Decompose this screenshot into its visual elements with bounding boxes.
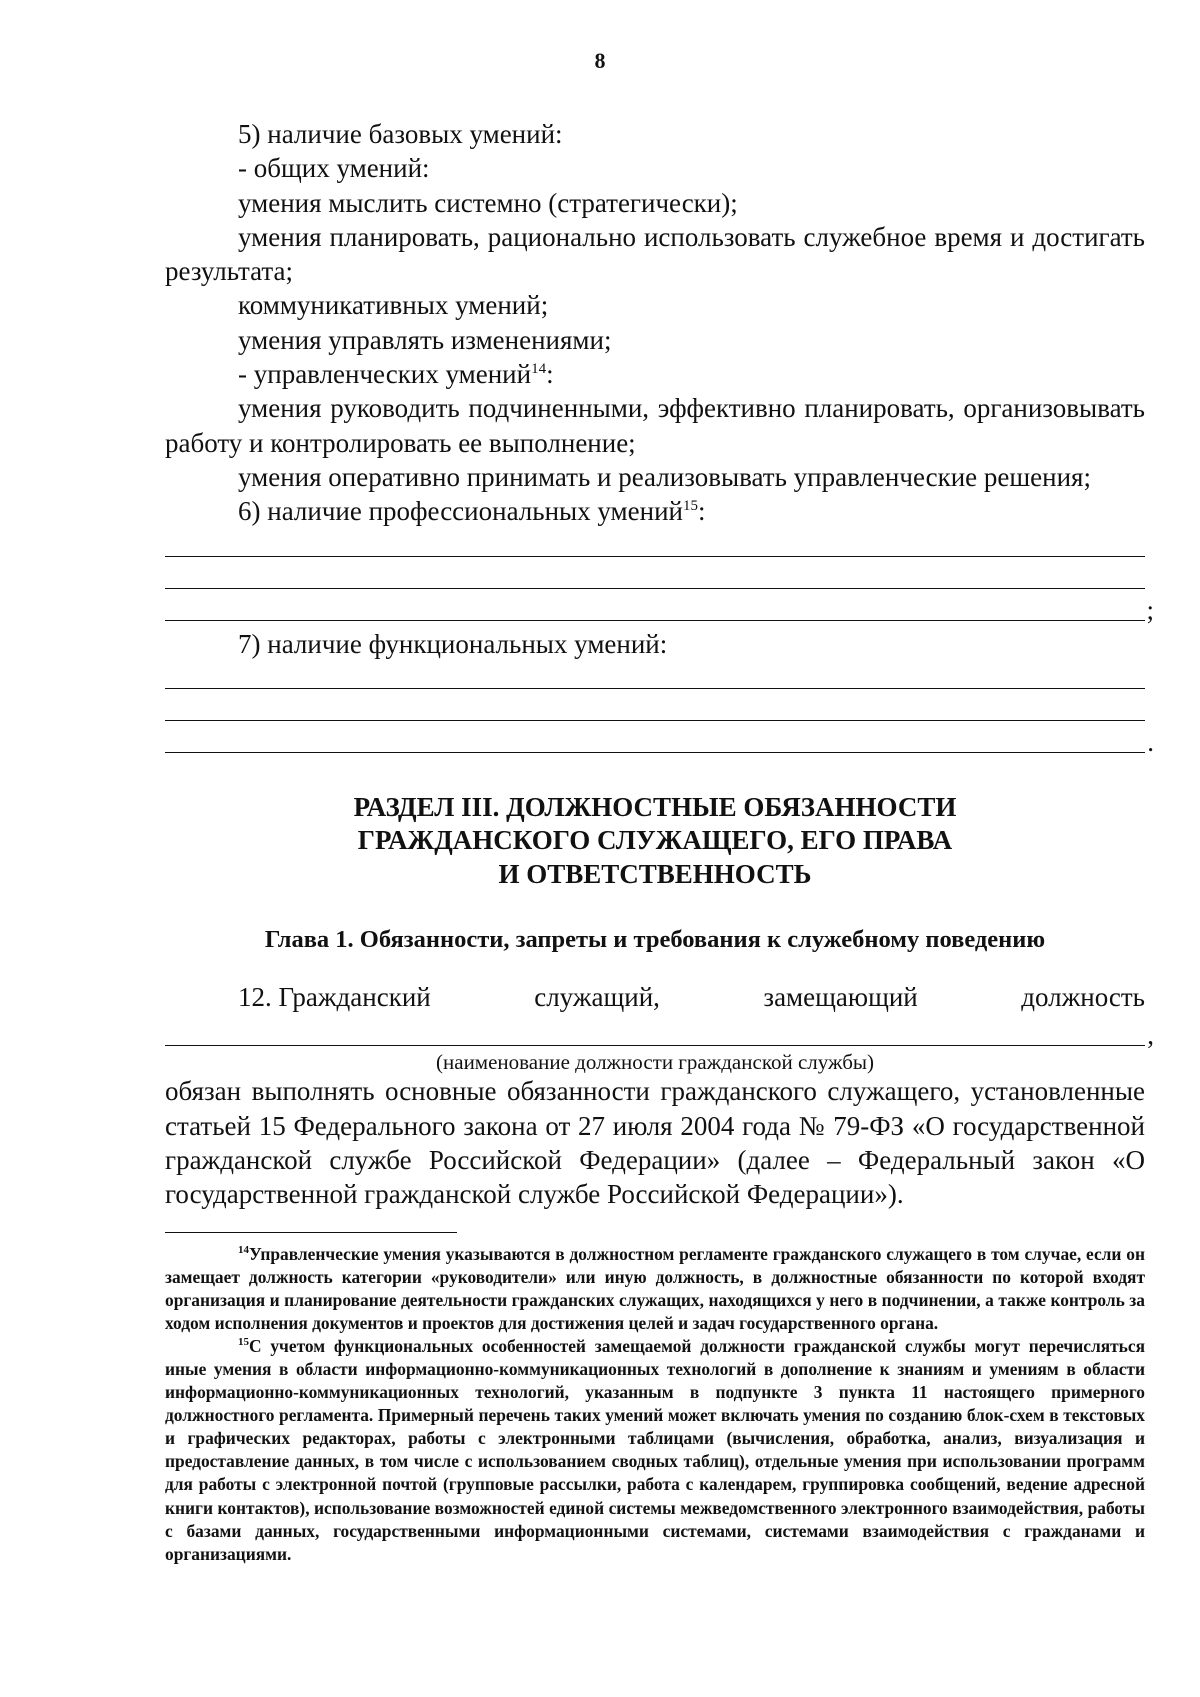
footnote-15: $^{15}$С учетом функциональных особенностей замещаемой должности гражданской службы могут перечисляться иные умения в области информационно-коммуникационных технологий в дополнение к знаниям и умениям в области информационно-коммуникационных технологий, указанным в подпункте 3 пункта 11 настоящего примерного должностного регламента. Примерный перечень таких умений может включать умения по созданию блок-схем в текстовых и графических редакторах, работы с электронными таблицами (вычисления, обработка, анализ, визуализация и предоставление данных, в том числе с использованием сводных таблиц), отдельные умения при использовании программ для работы с электронной почтой (групповые рассылки, работа с календарем, группировка сообщений, ведение адресной книги контактов), использование возможностей единой системы межведомственного электронного взаимодействия, работы с базами данных, государственными информационными системами, системами взаимодействия с гражданами и организациями.	[165, 1335, 1145, 1564]
footnote-ref-14: 14	[531, 361, 547, 378]
skill-leadership: умения руководить подчиненными, эффективно планировать, организовывать работу и контролировать ее выполнение;	[165, 393, 1145, 458]
skill-systemic-thinking: умения мыслить системно (стратегически);	[238, 187, 738, 218]
blank-line	[165, 529, 1145, 561]
position-caption: (наименование должности гражданской службы)	[436, 1050, 874, 1075]
blank-line	[165, 693, 1145, 725]
item7-title: 7) наличие функциональных умений:	[238, 628, 668, 659]
skill-change-management: умения управлять изменениями;	[238, 324, 612, 355]
section-heading-line1: РАЗДЕЛ III. ДОЛЖНОСТНЫЕ ОБЯЗАННОСТИ	[353, 791, 957, 822]
managerial-skills-title: - управленческих умений$^{14}$:	[238, 359, 554, 390]
page-number: 8	[594, 48, 606, 73]
blank-line: ;	[165, 593, 1145, 625]
footnote-ref-15: 15	[682, 498, 698, 515]
item12-body: обязан выполнять основные обязанности гражданского служащего, установленные статьей 15 Федерального закона от 27 июля 2004 года № 79-ФЗ «О государственной гражданской службе Российской Федерации» (далее – Федеральный закон «О государственной гражданской службе Российской Федерации»).	[165, 1076, 1145, 1210]
position-blank-line: ,	[165, 1014, 1145, 1050]
section-heading-line3: И ОТВЕТСТВЕННОСТЬ	[498, 858, 812, 889]
skill-decisions: умения оперативно принимать и реализовывать управленческие решения;	[238, 461, 1091, 492]
item5-title: 5) наличие базовых умений:	[238, 119, 563, 149]
page-content	[165, 117, 1154, 1566]
item12-first-line: 12. Гражданский служащий, замещающий должность	[238, 982, 1145, 1013]
skill-communication: коммуникативных умений;	[238, 290, 549, 321]
item6-title: 6) наличие профессиональных умений$^{15}$:	[238, 496, 706, 527]
general-skills-title: - общих умений:	[238, 153, 430, 184]
blank-line	[165, 661, 1145, 693]
section-heading-line2: ГРАЖДАНСКОГО СЛУЖАЩЕГО, ЕГО ПРАВА	[357, 825, 953, 856]
blank-line	[165, 561, 1145, 593]
skill-time-planning: умения планировать, рационально использовать служебное время и достигать результата;	[165, 221, 1145, 287]
chapter-title: Глава 1. Обязанности, запреты и требования к служебному поведению	[264, 926, 1046, 954]
blank-line: .	[165, 725, 1145, 757]
footnote-14: $^{14}$Управленческие умения указываются в должностном регламенте гражданского служащего в том случае, если он замещает должность категории «руководители» или иную должность, в должностные обязанности по которой входят организация и планирование деятельности гражданских служащих, находящихся у него в подчинении, а также контроль за ходом исполнения документов и проектов для достижения целей и задач государственного органа.	[165, 1243, 1145, 1333]
